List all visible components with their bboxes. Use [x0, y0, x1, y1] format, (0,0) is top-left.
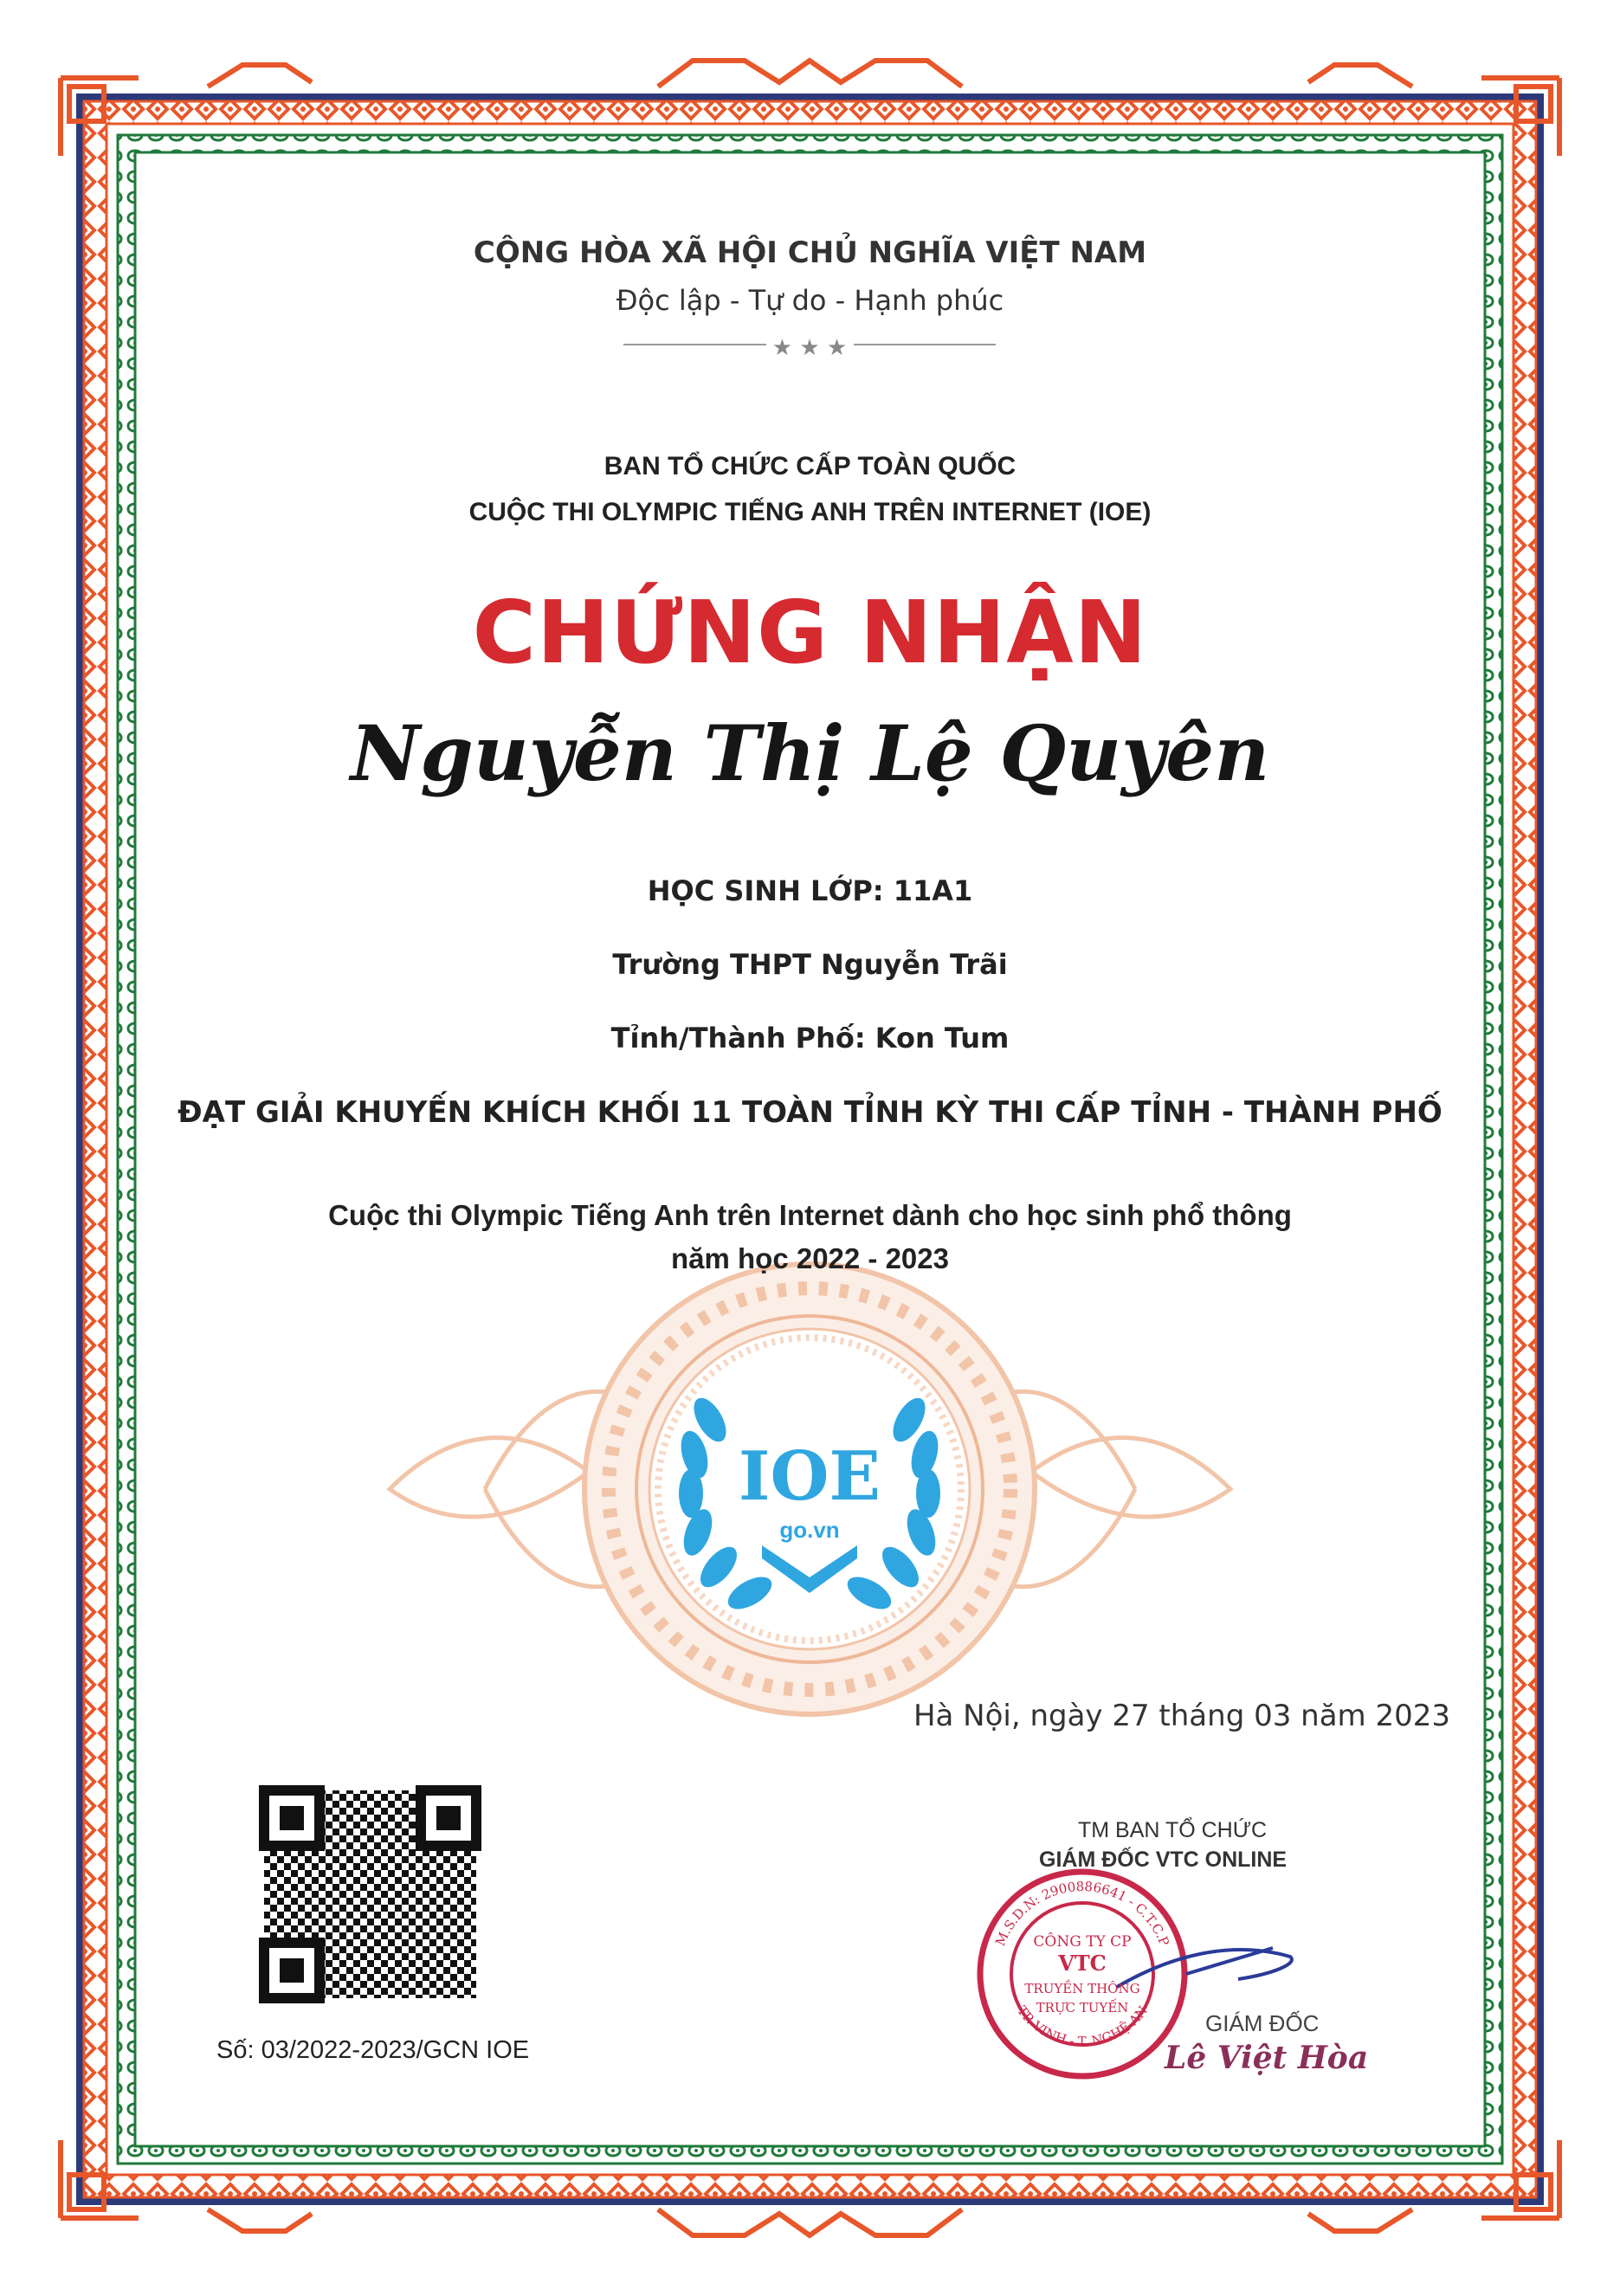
seal-ring-top: M.S.D.N: 2900886641 - C.T.C.P [992, 1878, 1172, 1949]
signer-line2: GIÁM ĐỐC VTC ONLINE [1039, 1848, 1288, 1872]
divider-stars-icon: ★ ★ ★ [771, 335, 848, 361]
ioe-logo-sub: go.vn [779, 1517, 840, 1543]
issue-date: Hà Nội, ngày 27 tháng 03 năm 2023 [913, 1699, 1450, 1733]
award-line: ĐẠT GIẢI KHUYẾN KHÍCH KHỐI 11 TOÀN TỈNH KỲ THI CẤP TỈNH - THÀNH PHỐ [177, 1095, 1443, 1130]
motto: Độc lập - Tự do - Hạnh phúc [616, 284, 1004, 317]
signer-name: Lê Việt Hòa [1165, 2040, 1369, 2076]
organizer-line2: CUỘC THI OLYMPIC TIẾNG ANH TRÊN INTERNET (IOE) [468, 498, 1152, 526]
organizer-line1: BAN TỔ CHỨC CẤP TOÀN QUỐC [603, 452, 1017, 480]
certificate-title: CHỨNG NHẬN [472, 582, 1148, 683]
student-province: Tỉnh/Thành Phố: Kon Tum [610, 1022, 1010, 1054]
ioe-logo-text: IOE [739, 1437, 881, 1516]
student-school: Trường THPT Nguyễn Trãi [612, 948, 1008, 981]
seal-line3: TRUYỀN THÔNG [1024, 1981, 1140, 1996]
contest-line1: Cuộc thi Olympic Tiếng Anh trên Internet dành cho học sinh phổ thông [328, 1199, 1292, 1231]
serial-number: Số: 03/2022-2023/GCN IOE [216, 2036, 530, 2064]
recipient-name: Nguyễn Thị Lệ Quyên [350, 708, 1270, 798]
contest-line2: năm học 2022 - 2023 [670, 1242, 949, 1274]
signer-line1: TM BAN TỔ CHỨC [1078, 1818, 1268, 1842]
qr-code [264, 1790, 476, 1998]
nation-heading: CỘNG HÒA XÃ HỘI CHỦ NGHĨA VIỆT NAM [473, 235, 1147, 270]
signer-title: GIÁM ĐỐC [1205, 2010, 1320, 2036]
seal-line4: TRỰC TUYẾN [1036, 2000, 1129, 2015]
seal-text [980, 1872, 1184, 2076]
seal-ring-bottom: TP. VINH - T. NGHỆ AN [1013, 2003, 1152, 2050]
seal-line2: VTC [1058, 1951, 1107, 1976]
student-grade: HỌC SINH LỚP: 11A1 [647, 874, 973, 907]
seal-line1: CÔNG TY CP [1033, 1933, 1132, 1951]
